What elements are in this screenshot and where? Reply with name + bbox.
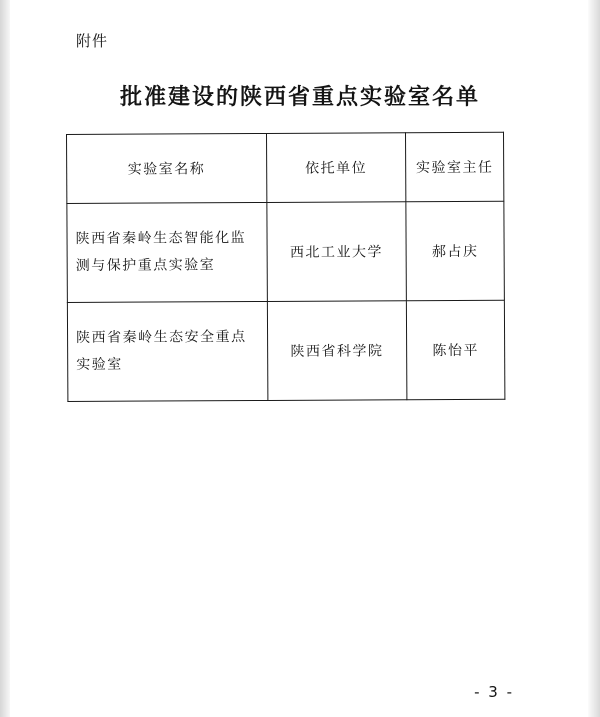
header-lab-name: 实验室名称 xyxy=(67,133,267,203)
header-institution: 依托单位 xyxy=(266,133,406,203)
table-row xyxy=(67,201,505,302)
cell-institution: 陕西省科学院 xyxy=(267,301,407,401)
cell-director: 郝占庆 xyxy=(406,201,504,301)
header-director: 实验室主任 xyxy=(406,132,504,202)
laboratory-table xyxy=(66,132,505,402)
attachment-label: 附件 xyxy=(76,32,109,50)
cell-institution: 西北工业大学 xyxy=(266,202,406,302)
page-number: - 3 - xyxy=(474,683,514,701)
table-header-row xyxy=(67,132,504,203)
cell-lab-name: 陕西省秦岭生态智能化监测与保护重点实验室 xyxy=(67,202,267,302)
cell-lab-name: 陕西省秦岭生态安全重点实验室 xyxy=(67,301,267,401)
cell-director: 陈怡平 xyxy=(407,300,505,400)
table-row xyxy=(67,300,505,401)
document-title: 批准建设的陕西省重点实验室名单 xyxy=(119,85,480,110)
